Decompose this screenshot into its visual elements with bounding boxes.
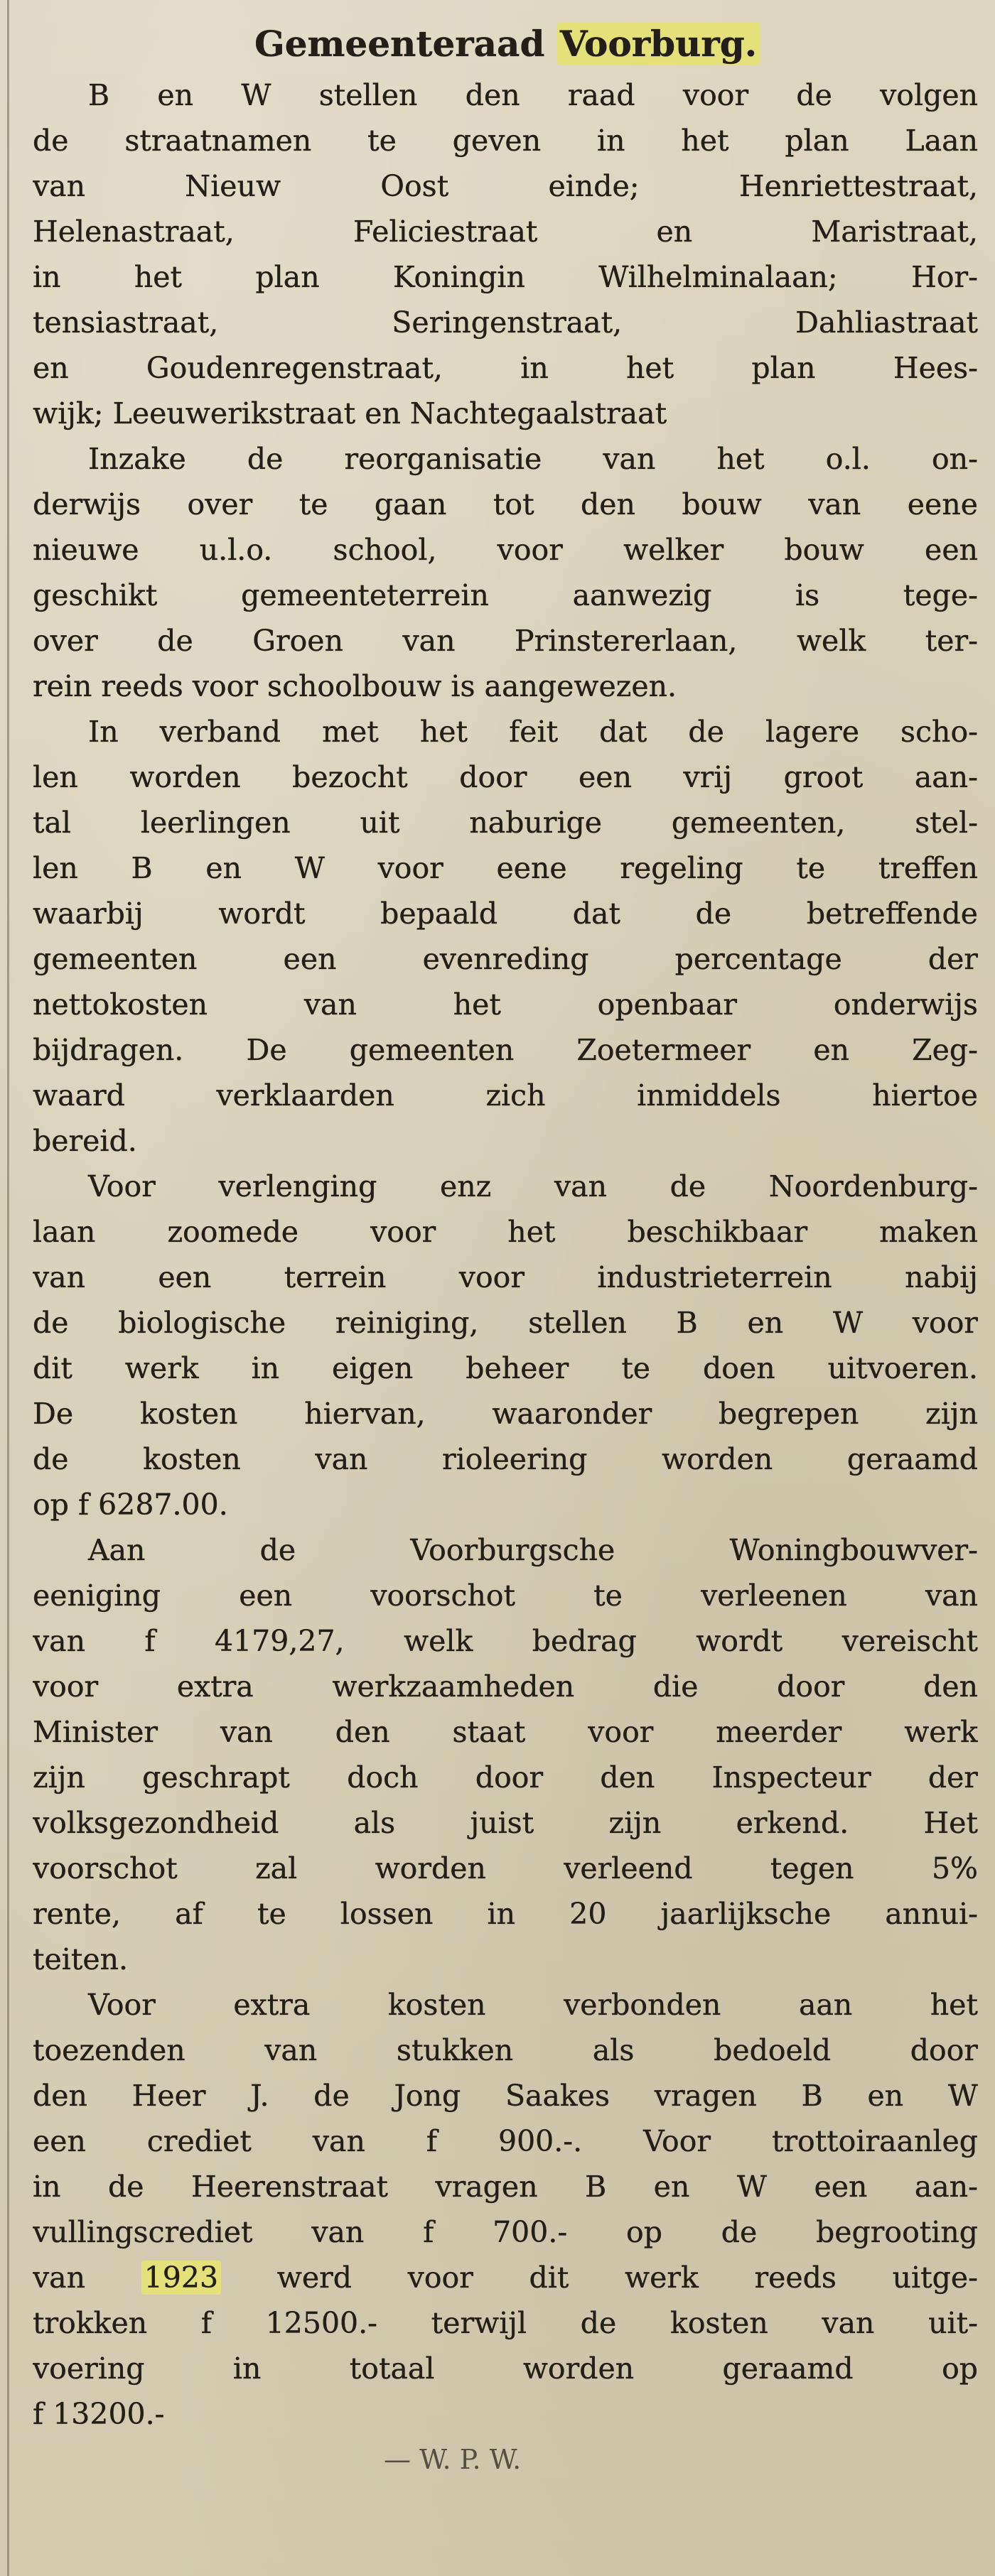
text-line: Minister van den staat voor meerder werk xyxy=(33,1715,978,1749)
text-line: over de Groen van Prinstererlaan, welk ter- xyxy=(33,624,978,658)
text-line: rente, af te lossen in 20 jaarlijksche annui- xyxy=(33,1897,978,1931)
text-line: de kosten van rioleering worden geraamd xyxy=(33,1442,978,1476)
text-line: van f 4179,27, welk bedrag wordt vereischt xyxy=(33,1624,978,1658)
text-line: derwijs over te gaan tot den bouw van eene xyxy=(33,487,978,521)
text-line: zijn geschrapt doch door den Inspecteur der xyxy=(33,1760,978,1795)
column-rule xyxy=(7,0,9,2576)
text-line: geschikt gemeenteterrein aanwezig is tege- xyxy=(33,578,978,612)
text-fragment: werd voor dit werk reeds uitge- xyxy=(221,2261,978,2295)
text-line: toezenden van stukken als bedoeld door xyxy=(33,2033,978,2067)
text-line: de straatnamen te geven in het plan Laan xyxy=(33,124,978,158)
text-line: tal leerlingen uit naburige gemeenten, stel- xyxy=(33,806,978,840)
text-line: op f 6287.00. xyxy=(33,1488,228,1522)
text-line xyxy=(33,2255,978,2300)
text-line: eeniging een voorschot te verleenen van xyxy=(33,1579,978,1613)
headline-prefix: Gemeenteraad xyxy=(254,23,545,65)
text-line: laan zoomede voor het beschikbaar maken xyxy=(33,1215,978,1249)
text-line: len worden bezocht door een vrij groot aan- xyxy=(33,760,978,794)
text-line: Inzake de reorganisatie van het o.l. on- xyxy=(88,442,978,476)
text-line: waard verklaarden zich inmiddels hiertoe xyxy=(33,1078,978,1113)
text-line: Voor verlenging enz van de Noordenburg- xyxy=(88,1169,978,1203)
text-line: en Goudenregenstraat, in het plan Hees- xyxy=(33,351,978,385)
text-line: dit werk in eigen beheer te doen uitvoeren. xyxy=(33,1351,978,1385)
text-line: wijk; Leeuwerikstraat en Nachtegaalstraat xyxy=(33,396,667,431)
text-line: van een terrein voor industrieterrein nabij xyxy=(33,1260,978,1294)
text-line: vullingscrediet van f 700.- op de begrooting xyxy=(33,2215,978,2249)
text-line: gemeenten een evenreding percentage der xyxy=(33,942,978,976)
text-line: trokken f 12500.- terwijl de kosten van uit- xyxy=(33,2306,978,2340)
text-line: in het plan Koningin Wilhelminalaan; Hor- xyxy=(33,260,978,294)
cut-off-fragment: — W. P. W. xyxy=(384,2444,522,2475)
text-line: Voor extra kosten verbonden aan het xyxy=(88,1988,978,2022)
text-line: van Nieuw Oost einde; Henriettestraat, xyxy=(33,169,978,203)
headline-highlight: Voorburg. xyxy=(557,23,760,65)
text-line: voor extra werkzaamheden die door den xyxy=(33,1669,978,1704)
text-fragment: van xyxy=(33,2261,141,2295)
text-line: f 13200.- xyxy=(33,2397,165,2431)
text-line: voering in totaal worden geraamd op xyxy=(33,2352,978,2386)
text-line: B en W stellen den raad voor de volgen xyxy=(88,78,978,112)
text-line: bereid. xyxy=(33,1124,137,1158)
text-line: voorschot zal worden verleend tegen 5% xyxy=(33,1851,978,1885)
text-line: in de Heerenstraat vragen B en W een aan- xyxy=(33,2170,978,2204)
text-line: teiten. xyxy=(33,1942,129,1976)
text-line: de biologische reiniging, stellen B en W voor xyxy=(33,1306,978,1340)
text-line: waarbij wordt bepaald dat de betreffende xyxy=(33,897,978,931)
text-line: den Heer J. de Jong Saakes vragen B en W xyxy=(33,2079,978,2113)
text-line: De kosten hiervan, waaronder begrepen zijn xyxy=(33,1397,978,1431)
text-line: In verband met het feit dat de lagere scho- xyxy=(88,715,978,749)
text-line: volksgezondheid als juist zijn erkend. Het xyxy=(33,1806,978,1840)
text-line: rein reeds voor schoolbouw is aangewezen. xyxy=(33,669,677,703)
text-line: Aan de Voorburgsche Woningbouwver- xyxy=(88,1533,978,1567)
article-headline xyxy=(254,16,760,72)
text-line: nettokosten van het openbaar onderwijs xyxy=(33,987,978,1022)
text-line: len B en W voor eene regeling te treffen xyxy=(33,851,978,885)
text-line: Helenastraat, Feliciestraat en Maristraat, xyxy=(33,215,978,249)
article xyxy=(33,0,978,2576)
text-line: nieuwe u.l.o. school, voor welker bouw een xyxy=(33,533,978,567)
text-line: tensiastraat, Seringenstraat, Dahliastraat xyxy=(33,305,978,340)
text-line: bijdragen. De gemeenten Zoetermeer en Zeg- xyxy=(33,1033,978,1067)
text-line: een crediet van f 900.-. Voor trottoiraanleg xyxy=(33,2124,978,2158)
year-highlight: 1923 xyxy=(141,2261,221,2295)
